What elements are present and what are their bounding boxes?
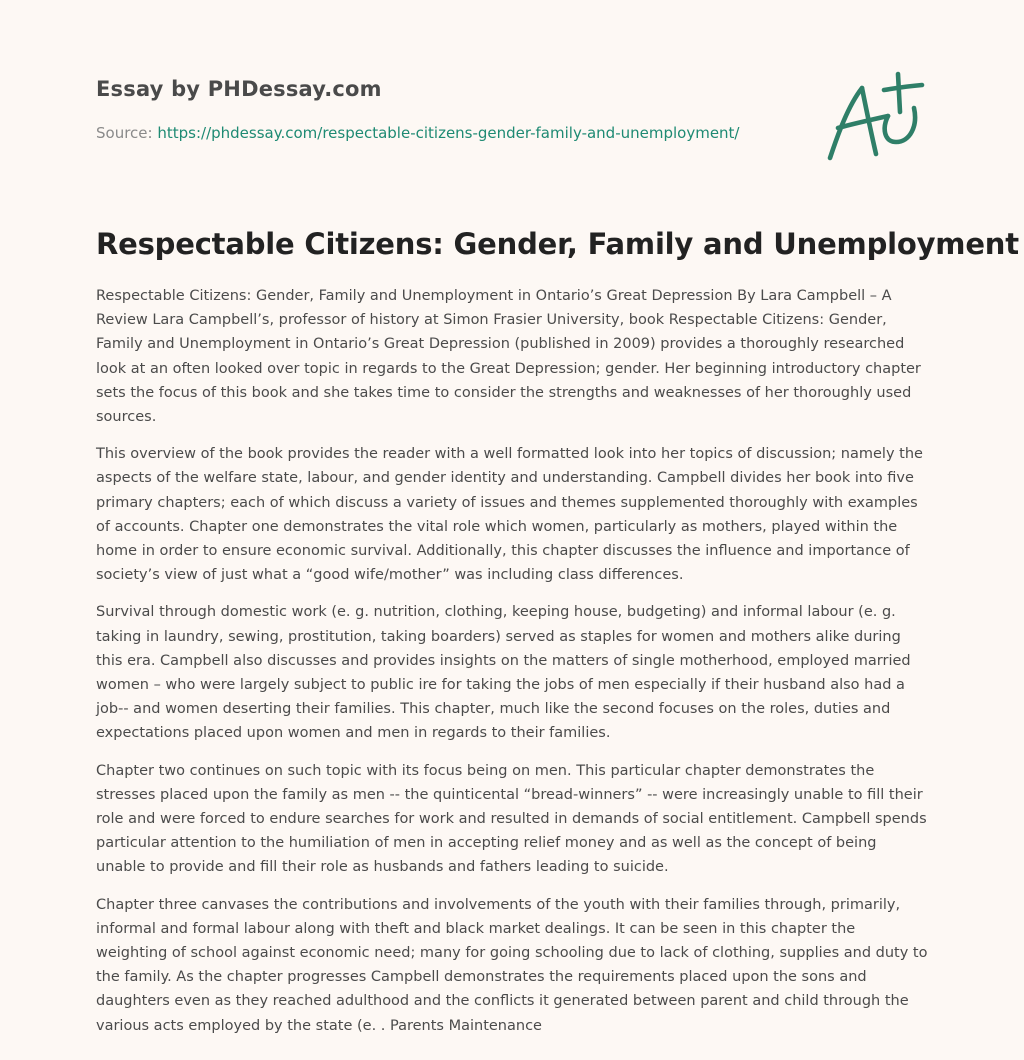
site-header — [96, 74, 796, 143]
a-plus-grade-icon — [818, 66, 930, 166]
essay-paragraph: This overview of the book provides the reader with a well formatted look into her topics of discussion; namely the aspects of the welfare state, labour, and gender identity and understanding. Campbell divides her book into five primary chapters; each of which discuss a variety of issues and themes supplemented thoroughly with examples of accounts. Chapter one demonstrates the vital role which women, particularly as mothers, played within the home in order to ensure economic survival. Additionally, this chapter discusses the influence and importance of society’s view of just what a “good wife/mother” was including class differences. — [96, 446, 923, 584]
source-link[interactable]: https://phdessay.com/respectable-citizens-gender-family-and-unemployment/ — [157, 124, 740, 142]
source-line — [96, 123, 796, 143]
essay-paragraph: Respectable Citizens: Gender, Family and Unemployment in Ontario’s Great Depression By Lara Campbell – A Review Lara Campbell’s, professor of history at Simon Frasier University, book Respectable Citizens: Gender, Family and Unemployment in Ontario’s Great Depression (published in 2009) provides a thoroughly researched look at an often looked over topic in regards to the Great Depression; gender. Her beginning introductory chapter sets the focus of this book and she takes time to consider the strengths and weaknesses of her thoroughly used sources. — [96, 288, 921, 426]
essay-title: Respectable Citizens: Gender, Family and Unemployment — [96, 227, 1019, 261]
essay-paragraph: Chapter three canvases the contributions and involvements of the youth with their families through, primarily, informal and formal labour along with theft and black market dealings. It can be seen in this chapter the weighting of school against economic need; many for going schooling due to lack of clothing, supplies and duty to the family. As the chapter progresses Campbell demonstrates the requirements placed upon the sons and daughters even as they reached adulthood and the conflicts it generated between parent and child through the various acts employed by the state (e. . Parents Maintenance — [96, 896, 928, 1034]
site-brand: Essay by PHDessay.com — [96, 77, 382, 101]
essay-paragraph: Chapter two continues on such topic with its focus being on men. This particular chapter demonstrates the stresses placed upon the family as men -- the quinticental “bread-winners” -- were increasingly unable to fill their role and were forced to endure searches for work and resulted in demands of social entitlement. Campbell spends particular attention to the humiliation of men in accepting relief money and as well as the concept of being unable to provide and fill their role as husbands and fathers leading to suicide. — [96, 762, 927, 876]
source-label: Source: — [96, 124, 153, 142]
essay-body — [96, 284, 930, 1051]
essay-paragraph: Survival through domestic work (e. g. nutrition, clothing, keeping house, budgeting) and informal labour (e. g. taking in laundry, sewing, prostitution, taking boarders) served as staples for women and mothers alike during this era. Campbell also discusses and provides insights on the matters of single motherhood, employed married women – who were largely subject to public ire for taking the jobs of men especially if their husband also had a job-- and women deserting their families. This chapter, much like the second focuses on the roles, duties and expectations placed upon women and men in regards to their families. — [96, 604, 911, 742]
